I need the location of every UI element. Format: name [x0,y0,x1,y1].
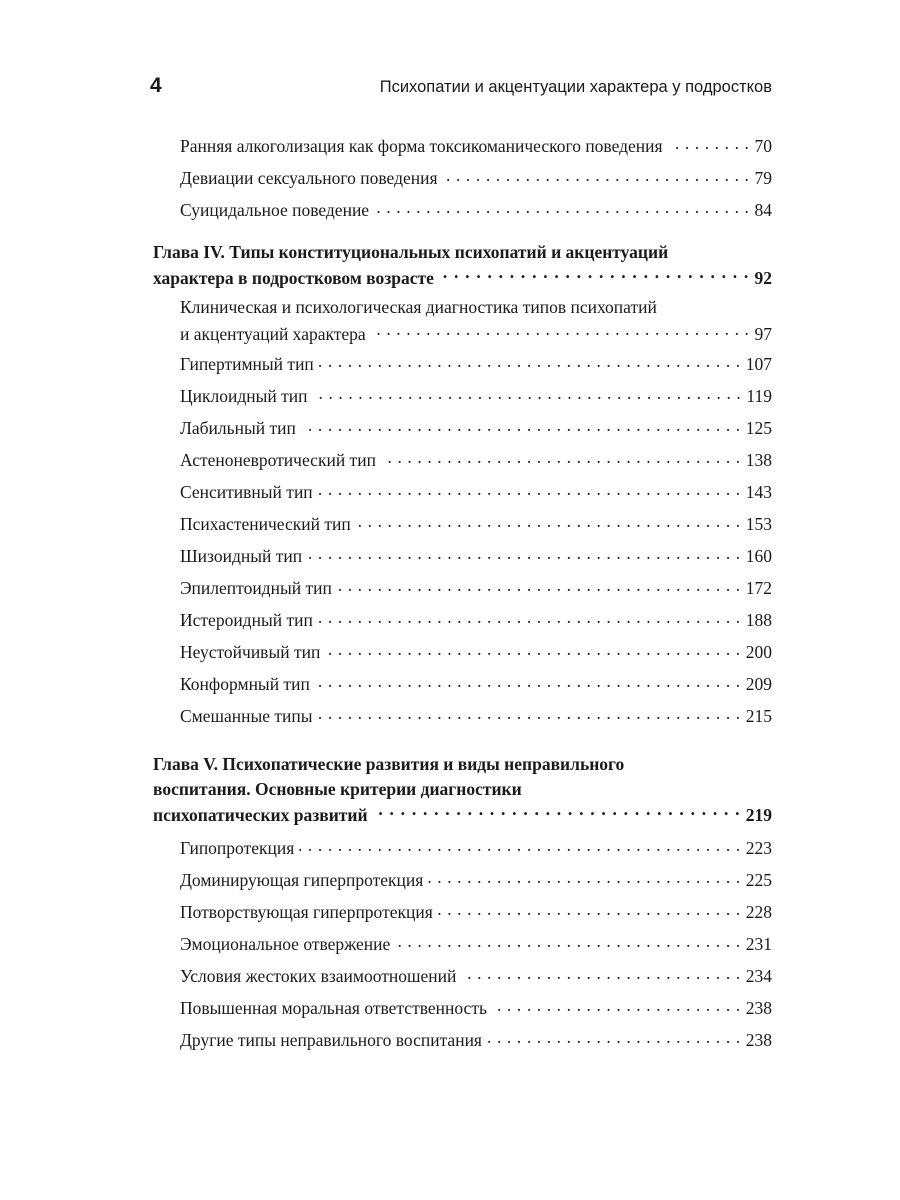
chapter-5-heading[interactable] [153,752,772,828]
toc-entry-title: Астеноневротический тип [180,450,376,470]
toc-entry-title: Девиации сексуального поведения [180,168,438,188]
toc-entry-page: 234 [745,966,772,986]
toc-entry-title: Конформный тип [180,674,310,694]
toc-entry-page: 215 [745,706,772,726]
toc-entry-page: 97 [754,324,772,344]
toc-entry-title: Неустойчивый тип [180,642,321,662]
toc-entry-title: Эпилептоидный тип [180,578,332,598]
chapter-4-items [153,348,772,732]
dot-leader [461,965,740,983]
chapter-page: 92 [754,268,772,288]
table-of-contents [153,130,772,1056]
toc-entry[interactable] [180,476,772,508]
chapter-page: 219 [745,805,772,825]
toc-entry[interactable] [180,508,772,540]
toc-entry[interactable] [180,444,772,476]
toc-entry-page: 79 [754,168,772,188]
toc-entry-title: Эмоциональное отвержение [180,934,391,954]
toc-entry-page: 143 [745,482,772,502]
chapter-title-line: психопатических развитий [153,805,368,825]
dot-leader [301,417,741,435]
toc-entry-page: 138 [745,450,772,470]
toc-entry[interactable] [180,636,772,668]
chapter-title-line: Глава V. Психопатические развития и виды неправильного [153,754,625,774]
toc-entry-page: 228 [745,902,772,922]
toc-entry-title: Повышенная моральная ответственность [180,998,487,1018]
toc-entry-title: Суицидальное поведение [180,200,370,220]
toc-entry-page: 107 [745,354,772,374]
dot-leader [318,609,741,627]
dot-leader [439,267,750,285]
toc-entry-page: 188 [745,610,772,630]
dot-leader [428,869,740,887]
toc-entry[interactable] [180,1024,772,1056]
toc-entry-title: Циклоидный тип [180,386,308,406]
toc-entry-page: 119 [746,386,772,406]
dot-leader [443,167,750,185]
toc-entry[interactable] [180,130,772,162]
toc-entry[interactable] [180,668,772,700]
dot-leader [325,641,740,659]
dot-leader [438,901,741,919]
toc-entry[interactable] [180,572,772,604]
toc-entry-title: Другие типы неправильного воспитания [180,1030,482,1050]
toc-entry-page: 231 [745,934,772,954]
dot-leader [668,135,750,153]
toc-entry-page: 172 [745,578,772,598]
dot-leader [374,199,749,217]
toc-entry-title: Ранняя алкоголизация как форма токсикоманического поведения [180,136,663,156]
toc-entry-title: Психастенический тип [180,514,351,534]
dot-leader [395,933,740,951]
dot-leader [299,837,740,855]
dot-leader [313,385,742,403]
toc-entry-page: 225 [745,870,772,890]
chapter-title-line: Глава IV. Типы конституциональных психопатий и акцентуаций [153,242,669,262]
toc-entry[interactable] [180,604,772,636]
toc-entry[interactable] [180,540,772,572]
toc-entry[interactable] [180,412,772,444]
toc-entry[interactable] [180,700,772,732]
running-title: Психопатии и акцентуации характера у подростков [379,78,772,96]
toc-entry-diagnostics[interactable] [180,295,772,348]
toc-entry-title: Шизоидный тип [180,546,303,566]
toc-entry-title: Гипертимный тип [180,354,314,374]
toc-entry[interactable] [180,960,772,992]
page-header [150,74,772,104]
dot-leader [492,997,741,1015]
toc-entry[interactable] [180,162,772,194]
dot-leader [319,353,741,371]
page-number: 4 [150,74,162,97]
toc-entry-page: 153 [745,514,772,534]
dot-leader [381,449,741,467]
toc-entry-title: Гипопротекция [180,838,295,858]
dot-leader [318,481,741,499]
toc-entry-title: Клиническая и психологическая диагностика типов психопатий [180,297,657,317]
toc-entry[interactable] [180,832,772,864]
toc-entry-title: Потворствующая гиперпротекция [180,902,433,922]
toc-entry[interactable] [180,348,772,380]
chapter-title-line: характера в подростковом возрасте [153,268,434,288]
toc-entry-page: 200 [745,642,772,662]
toc-entry-title: Лабильный тип [180,418,296,438]
dot-leader [337,577,741,595]
toc-entry-title: Доминирующая гиперпротекция [180,870,424,890]
toc-entry[interactable] [180,194,772,226]
toc-entry[interactable] [180,896,772,928]
chapter-4-heading[interactable] [153,240,772,291]
toc-entry[interactable] [180,992,772,1024]
toc-entry[interactable] [180,380,772,412]
toc-entry-title: и акцентуаций характера [180,324,366,344]
toc-entry[interactable] [180,928,772,960]
toc-entry-page: 223 [745,838,772,858]
toc-entry-title: Условия жестоких взаимоотношений [180,966,457,986]
toc-entry-page: 125 [745,418,772,438]
toc-entry-title: Смешанные типы [180,706,313,726]
dot-leader [307,545,741,563]
dot-leader [356,513,741,531]
dot-leader [487,1029,741,1047]
dot-leader [371,323,750,341]
chapter-5-items [153,832,772,1056]
toc-entry[interactable] [180,864,772,896]
toc-entry-page: 160 [745,546,772,566]
toc-entry-page: 84 [754,200,772,220]
toc-entry-page: 70 [754,136,772,156]
toc-entry-title: Истероидный тип [180,610,313,630]
toc-entry-title: Сенситивный тип [180,482,313,502]
dot-leader [318,705,741,723]
chapter-title-line: воспитания. Основные критерии диагностики [153,779,522,799]
toc-entry-page: 209 [745,674,772,694]
toc-entry-page: 238 [745,998,772,1018]
toc-entry-page: 238 [745,1030,772,1050]
dot-leader [373,804,741,822]
dot-leader [315,673,741,691]
